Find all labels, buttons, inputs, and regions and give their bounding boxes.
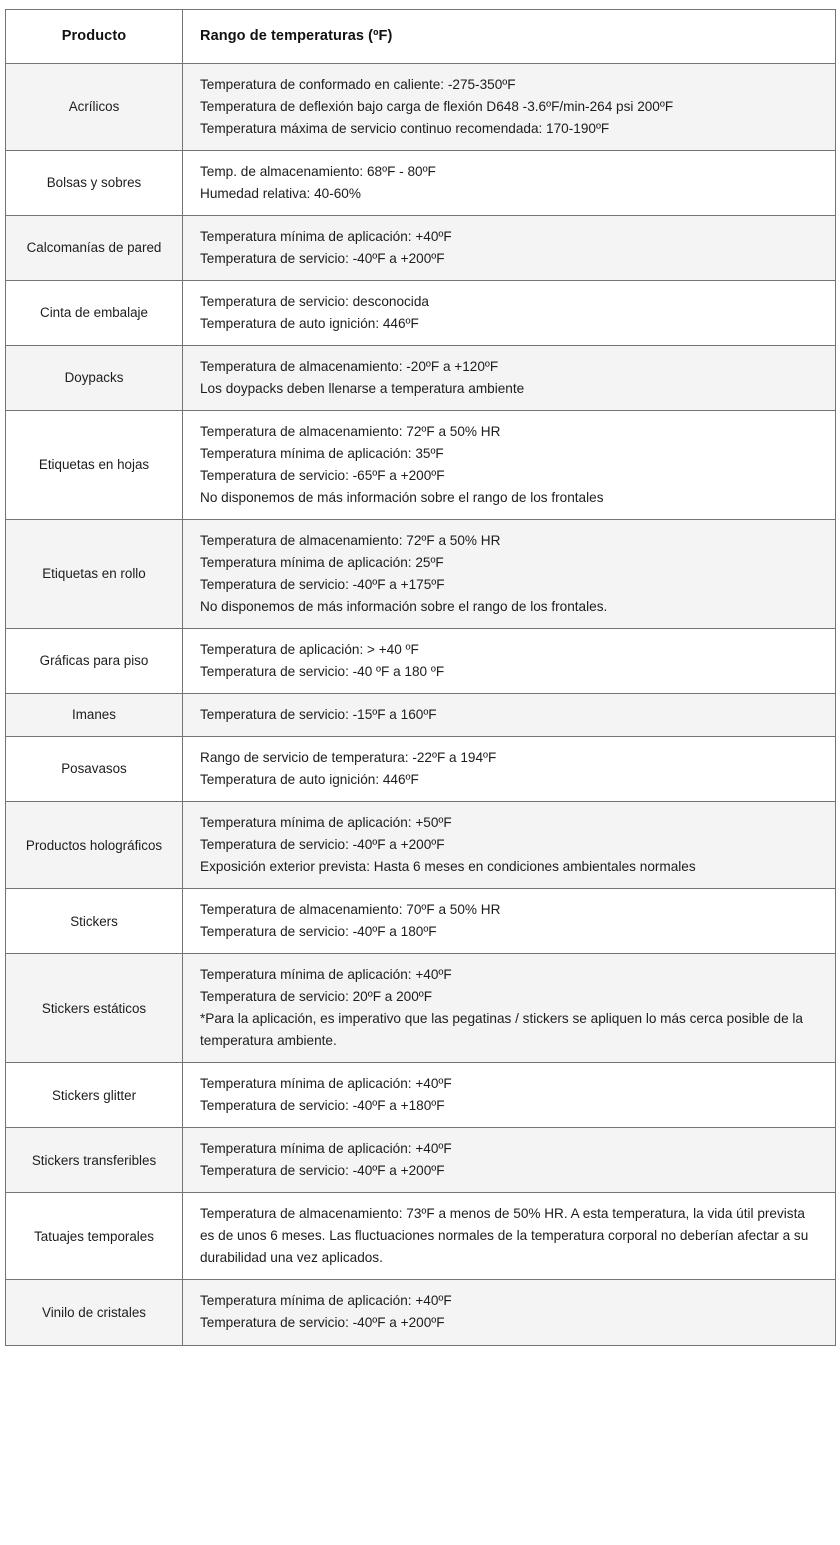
cell-rango	[183, 954, 836, 1063]
temperature-lines	[200, 421, 819, 509]
cell-producto	[6, 694, 183, 737]
temperature-line: Temperatura mínima de aplicación: +40ºF	[200, 1293, 452, 1309]
table-row	[6, 694, 836, 737]
temperature-lines	[200, 747, 819, 791]
table-header	[6, 10, 836, 64]
cell-producto	[6, 954, 183, 1063]
cell-rango	[183, 1193, 836, 1280]
product-name: Gráficas para piso	[39, 653, 149, 669]
table-row	[6, 802, 836, 889]
temperature-line: Temperatura de servicio: -40ºF a +200ºF	[200, 250, 445, 266]
product-name: Stickers transferibles	[31, 1152, 157, 1168]
cell-producto	[6, 280, 183, 345]
temperature-lines	[200, 161, 819, 205]
temperature-line: No disponemos de más información sobre el rango de los frontales	[200, 490, 604, 506]
temperature-lines	[200, 1138, 819, 1182]
table-row	[6, 520, 836, 629]
table-row	[6, 280, 836, 345]
table-row	[6, 629, 836, 694]
temperature-lines	[200, 530, 819, 618]
temperature-lines	[200, 1290, 819, 1334]
cell-producto	[6, 737, 183, 802]
temperature-line: Temperatura de servicio: -65ºF a +200ºF	[200, 468, 445, 484]
temperature-line: No disponemos de más información sobre el rango de los frontales.	[200, 599, 608, 615]
product-name: Doypacks	[64, 370, 124, 386]
cell-rango	[183, 889, 836, 954]
table-row	[6, 737, 836, 802]
temperature-line: Temperatura de servicio: -40 ºF a 180 ºF	[200, 664, 445, 680]
product-name: Bolsas y sobres	[46, 175, 142, 191]
cell-producto	[6, 1063, 183, 1128]
cell-rango	[183, 1063, 836, 1128]
temperature-range-table	[5, 9, 836, 1346]
product-name: Acrílicos	[68, 99, 120, 115]
cell-rango	[183, 215, 836, 280]
temperature-line: Temperatura de servicio: -40ºF a +200ºF	[200, 837, 445, 853]
temperature-line: Temperatura mínima de aplicación: +50ºF	[200, 815, 452, 831]
temperature-line: Temperatura de servicio: -15ºF a 160ºF	[200, 707, 437, 723]
temperature-lines	[200, 1073, 819, 1117]
temperature-line: Temperatura de servicio: -40ºF a 180ºF	[200, 924, 437, 940]
temperature-line: Rango de servicio de temperatura: -22ºF a 194ºF	[200, 750, 497, 766]
temperature-line: Temperatura de almacenamiento: 70ºF a 50% HR	[200, 902, 501, 918]
table-row	[6, 1280, 836, 1345]
temperature-line: Temperatura de servicio: 20ºF a 200ºF	[200, 989, 433, 1005]
temperature-line: Exposición exterior prevista: Hasta 6 meses en condiciones ambientales normales	[200, 859, 696, 875]
cell-rango	[183, 802, 836, 889]
temperature-lines	[200, 74, 819, 140]
temperature-line: Temperatura de servicio: -40ºF a +175ºF	[200, 577, 445, 593]
temperature-line: Temperatura máxima de servicio continuo recomendada: 170-190ºF	[200, 120, 610, 136]
cell-rango	[183, 520, 836, 629]
temperature-line: Temp. de almacenamiento: 68ºF - 80ºF	[200, 163, 436, 179]
temperature-line: Temperatura de almacenamiento: 72ºF a 50% HR	[200, 533, 501, 549]
temperature-lines	[200, 291, 819, 335]
cell-producto	[6, 1280, 183, 1345]
temperature-line: *Para la aplicación, es imperativo que las pegatinas / stickers se apliquen lo más cerca posible de la temperatura ambiente.	[200, 1011, 803, 1049]
column-header-rango: Rango de temperaturas (ºF)	[183, 10, 836, 64]
table-body	[6, 63, 836, 1345]
table-row	[6, 889, 836, 954]
cell-producto	[6, 345, 183, 410]
cell-producto	[6, 150, 183, 215]
product-name: Stickers glitter	[51, 1087, 137, 1103]
temperature-line: Temperatura de almacenamiento: 72ºF a 50% HR	[200, 424, 501, 440]
cell-producto	[6, 63, 183, 150]
product-name: Stickers	[70, 913, 118, 929]
product-name: Calcomanías de pared	[26, 240, 162, 256]
temperature-line: Temperatura de auto ignición: 446ºF	[200, 315, 419, 331]
product-name: Imanes	[72, 707, 116, 723]
cell-rango	[183, 63, 836, 150]
temperature-line: Temperatura mínima de aplicación: +40ºF	[200, 228, 452, 244]
cell-producto	[6, 520, 183, 629]
temperature-line: Temperatura de almacenamiento: -20ºF a +120ºF	[200, 358, 499, 374]
temperature-line: Temperatura de servicio: -40ºF a +200ºF	[200, 1315, 445, 1331]
product-name: Vinilo de cristales	[42, 1304, 146, 1320]
product-name: Stickers estáticos	[41, 1000, 147, 1016]
product-name: Etiquetas en hojas	[38, 457, 150, 473]
table-row	[6, 1128, 836, 1193]
column-header-producto: Producto	[6, 10, 183, 64]
table-row	[6, 1063, 836, 1128]
temperature-line: Temperatura de servicio: -40ºF a +180ºF	[200, 1098, 445, 1114]
cell-producto	[6, 889, 183, 954]
cell-rango	[183, 629, 836, 694]
temperature-lines	[200, 226, 819, 270]
cell-rango	[183, 1128, 836, 1193]
temperature-line: Temperatura de deflexión bajo carga de flexión D648 -3.6ºF/min-264 psi 200ºF	[200, 98, 674, 114]
temperature-line: Temperatura de servicio: -40ºF a +200ºF	[200, 1163, 445, 1179]
cell-rango	[183, 1280, 836, 1345]
temperature-lines	[200, 704, 819, 726]
temperature-line: Temperatura mínima de aplicación: 35ºF	[200, 446, 444, 462]
product-name: Cinta de embalaje	[40, 305, 148, 321]
cell-producto	[6, 1128, 183, 1193]
cell-producto	[6, 1193, 183, 1280]
temperature-lines	[200, 964, 819, 1052]
temperature-line: Temperatura de servicio: desconocida	[200, 293, 429, 309]
temperature-line: Temperatura de conformado en caliente: -275-350ºF	[200, 76, 516, 92]
temperature-lines	[200, 1203, 819, 1269]
table-row	[6, 215, 836, 280]
temperature-line: Temperatura mínima de aplicación: 25ºF	[200, 555, 444, 571]
cell-producto	[6, 215, 183, 280]
cell-rango	[183, 150, 836, 215]
temperature-line: Temperatura de almacenamiento: 73ºF a menos de 50% HR. A esta temperatura, la vida útil prevista es de unos 6 meses. Las fluctuaciones normales de la temperatura corporal no deberían afectar a su durabilidad una vez aplicados.	[200, 1206, 809, 1266]
temperature-line: Humedad relativa: 40-60%	[200, 185, 361, 201]
temperature-lines	[200, 812, 819, 878]
temperature-lines	[200, 899, 819, 943]
table-header-row	[6, 10, 836, 64]
cell-producto	[6, 629, 183, 694]
temperature-line: Temperatura mínima de aplicación: +40ºF	[200, 1141, 452, 1157]
temperature-line: Temperatura mínima de aplicación: +40ºF	[200, 967, 452, 983]
product-name: Tatuajes temporales	[34, 1228, 154, 1244]
cell-rango	[183, 345, 836, 410]
temperature-line: Temperatura de auto ignición: 446ºF	[200, 772, 419, 788]
temperature-lines	[200, 356, 819, 400]
cell-rango	[183, 280, 836, 345]
cell-producto	[6, 411, 183, 520]
cell-rango	[183, 737, 836, 802]
cell-rango	[183, 411, 836, 520]
temperature-line: Temperatura mínima de aplicación: +40ºF	[200, 1076, 452, 1092]
table-row	[6, 345, 836, 410]
table-row	[6, 1193, 836, 1280]
temperature-line: Los doypacks deben llenarse a temperatura ambiente	[200, 381, 525, 396]
temperature-lines	[200, 639, 819, 683]
table-row	[6, 954, 836, 1063]
cell-producto	[6, 802, 183, 889]
temperature-line: Temperatura de aplicación: > +40 ºF	[200, 642, 419, 658]
table-row	[6, 150, 836, 215]
product-name: Posavasos	[61, 761, 127, 777]
table-row	[6, 411, 836, 520]
table-row	[6, 63, 836, 150]
cell-rango	[183, 694, 836, 737]
product-name: Etiquetas en rollo	[42, 566, 146, 582]
product-name: Productos holográficos	[25, 837, 163, 853]
